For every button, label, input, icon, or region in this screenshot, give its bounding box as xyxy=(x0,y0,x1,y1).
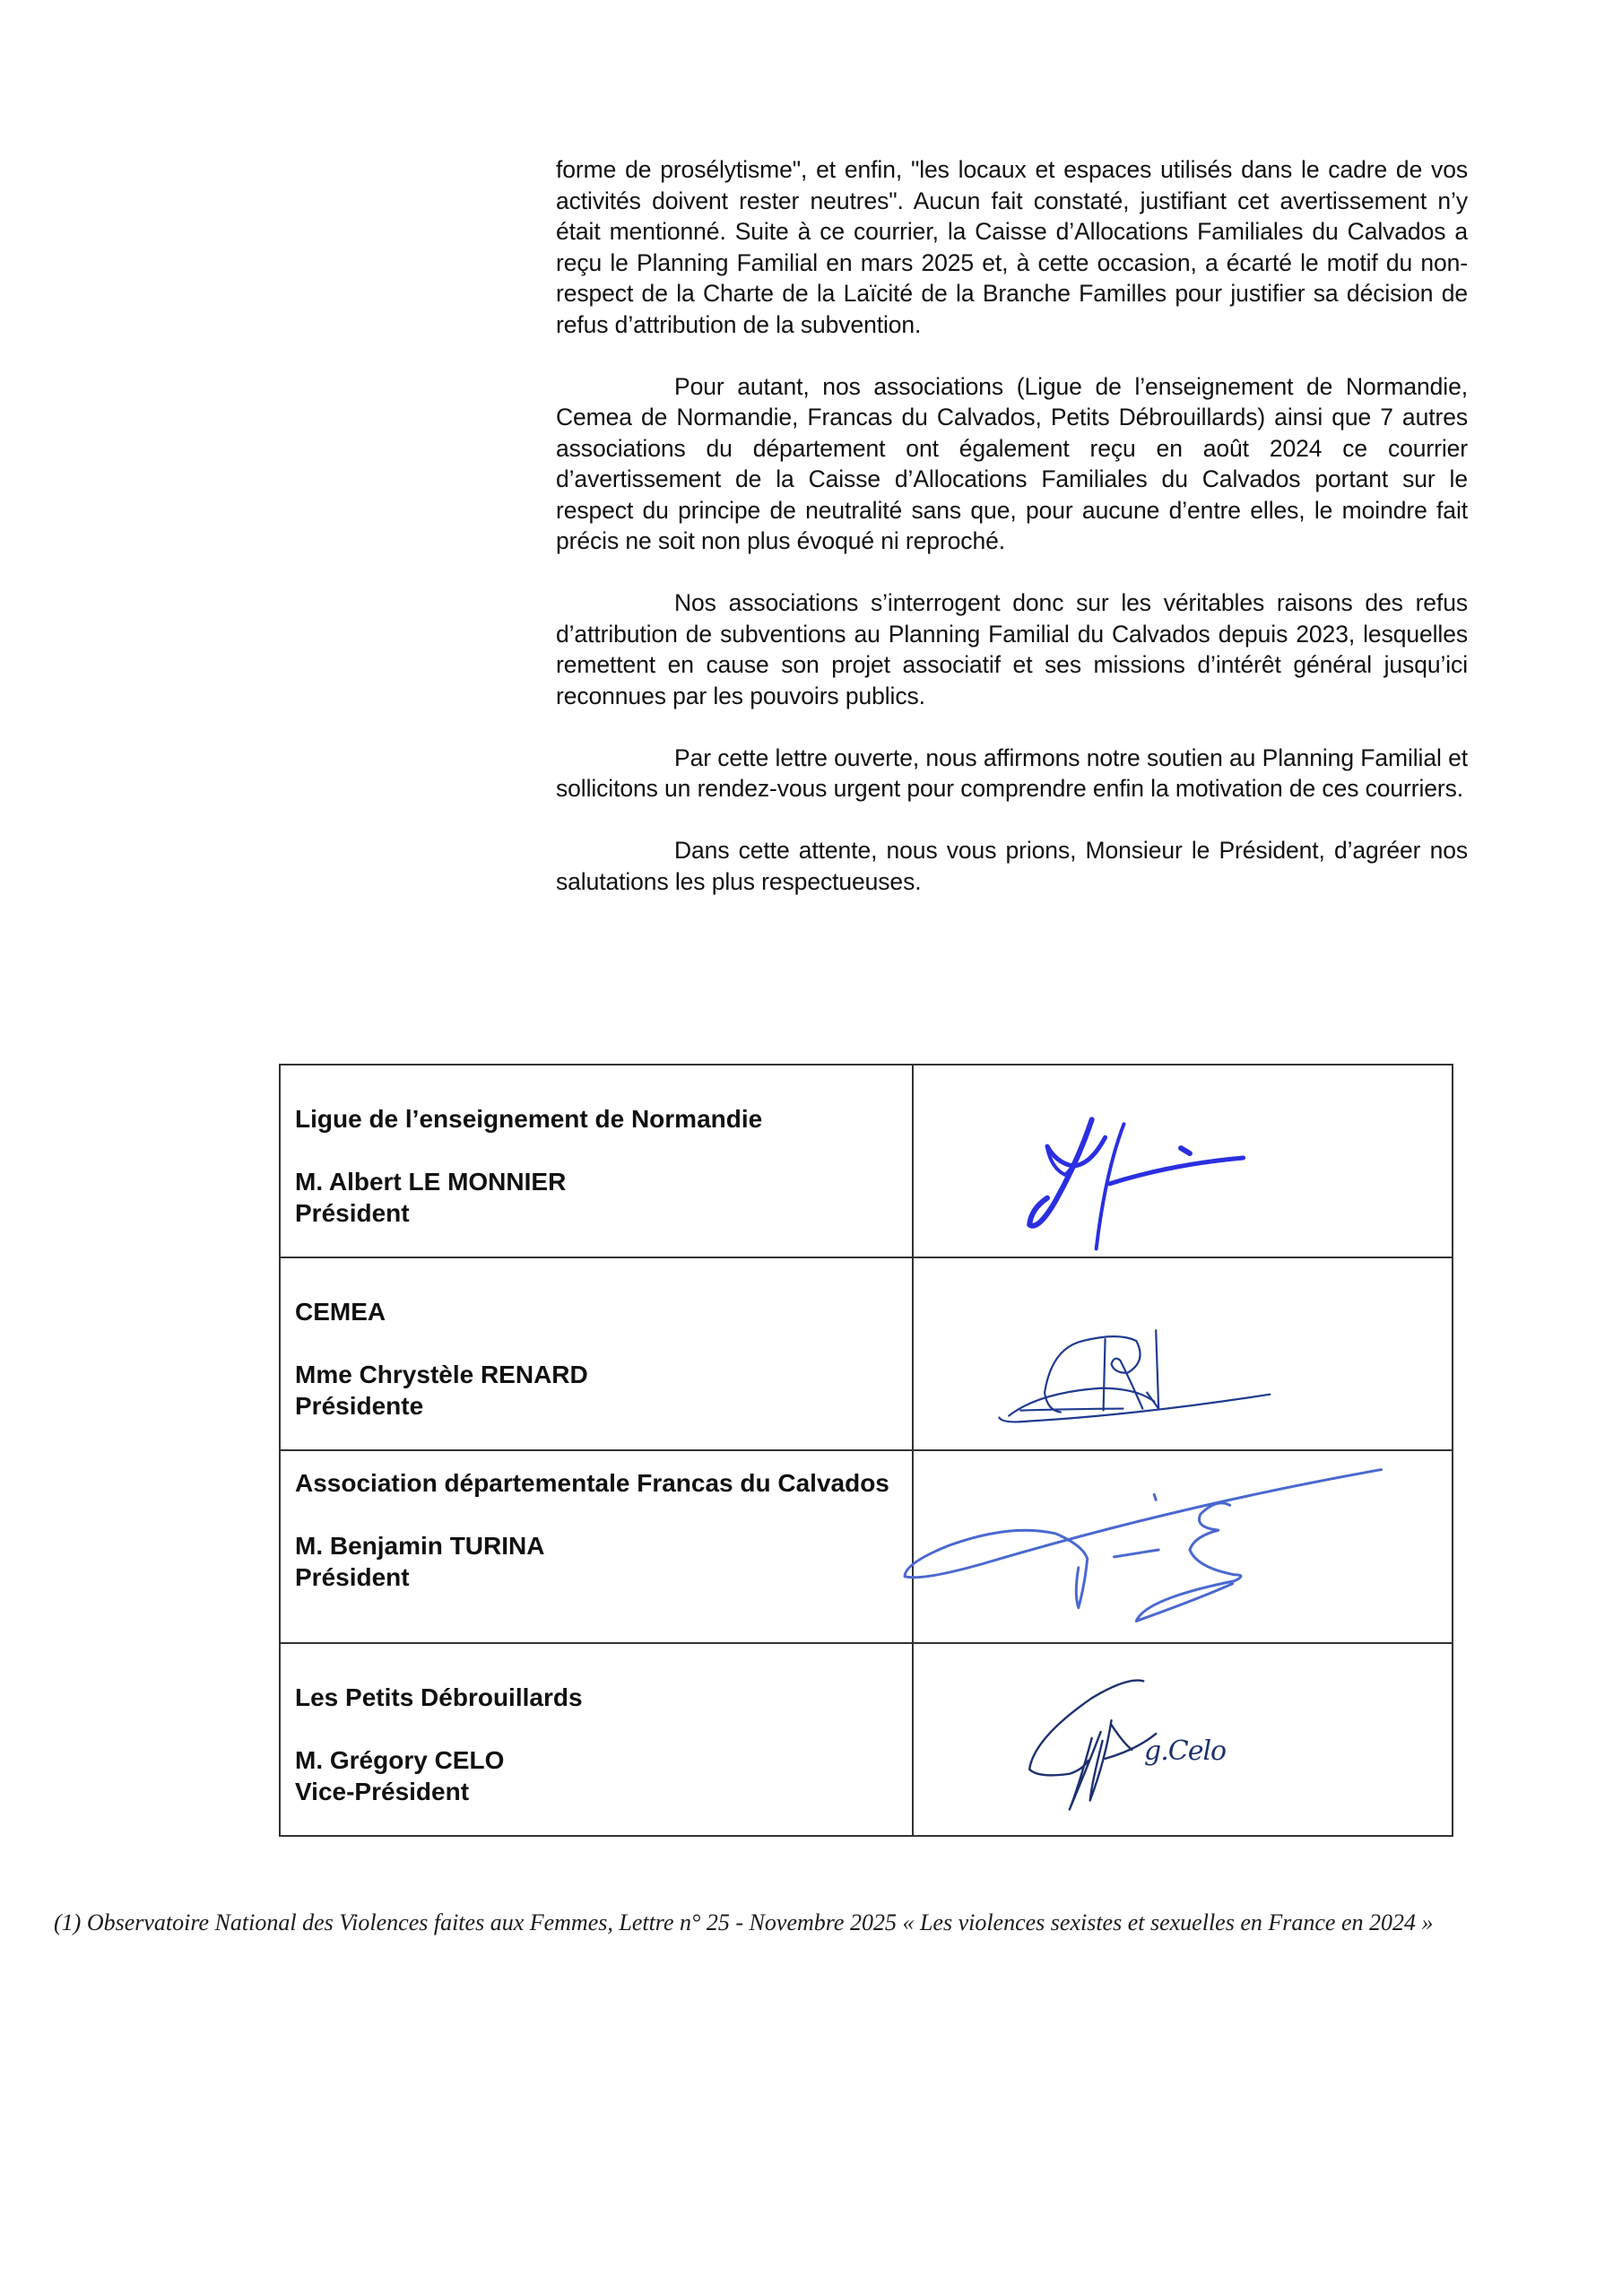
signature-cell xyxy=(913,1257,1453,1450)
signatory-row xyxy=(280,1257,1453,1450)
paragraph-closing: Dans cette attente, nous vous prions, Monsieur le Président, d’agréer nos salutations les plus respectueuses. xyxy=(556,837,1468,895)
footnote: (1) Observatoire National des Violences faites aux Femmes, Lettre n° 25 - Novembre 2025 « Les violences sexistes et sexuelles en France en 2024 » xyxy=(54,1909,1434,1935)
letter-body xyxy=(556,154,1468,928)
paragraph-continuation: forme de prosélytisme", et enfin, "les locaux et espaces utilisés dans le cadre de vos activités doivent rester neutres". Aucun fait constaté, justifiant cet avertissement n’y était mentionné. Suite à ce courrier, la Caisse d’Allocations Familiales du Calvados a reçu le Planning Familial en mars 2025 et, à cette occasion, a écarté le motif du non-respect de la Charte de la Laïcité de la Branche Familles pour justifier sa décision de refus d’attribution de la subvention. xyxy=(556,156,1468,338)
signatory-role: Président xyxy=(295,1199,410,1227)
signature-cell xyxy=(913,1643,1453,1836)
signatory-role: Présidente xyxy=(295,1392,424,1420)
signatory-info-cell xyxy=(280,1257,913,1450)
paragraph-open-letter: Par cette lettre ouverte, nous affirmons notre soutien au Planning Familial et sollicitons un rendez-vous urgent pour comprendre enfin la motivation de ces courriers. xyxy=(556,744,1468,802)
signatory-row xyxy=(280,1065,1453,1257)
paragraph-questions: Nos associations s’interrogent donc sur les véritables raisons des refus d’attribution de subventions au Planning Familial du Calvados depuis 2023, lesquelles remettent en cause son projet associatif et ses missions d’intérêt général jusqu’ici reconnues par les pouvoirs publics. xyxy=(556,589,1468,709)
signatory-info-cell xyxy=(280,1643,913,1836)
organization-name: Ligue de l’enseignement de Normandie xyxy=(295,1105,763,1133)
handwritten-signature-icon xyxy=(914,1258,1452,1449)
signatures-table xyxy=(279,1064,1453,1837)
signatory-name: M. Grégory CELO xyxy=(295,1746,505,1774)
signature-cell xyxy=(913,1450,1453,1643)
handwritten-signature-icon xyxy=(914,1451,1452,1642)
signatory-row xyxy=(280,1643,1453,1836)
signatory-row xyxy=(280,1450,1453,1643)
signatory-name: M. Albert LE MONNIER xyxy=(295,1168,567,1196)
organization-name: Association départementale Francas du Calvados xyxy=(295,1469,889,1497)
signatory-info-cell xyxy=(280,1450,913,1643)
signatory-name: Mme Chrystèle RENARD xyxy=(295,1361,588,1388)
signature-handwritten-text: g.Celo xyxy=(1144,1735,1227,1767)
signatory-name: M. Benjamin TURINA xyxy=(295,1532,545,1560)
organization-name: Les Petits Débrouillards xyxy=(295,1683,583,1711)
organization-name: CEMEA xyxy=(295,1298,386,1326)
paragraph-associations-warning: Pour autant, nos associations (Ligue de l’enseignement de Normandie, Cemea de Normandie, Francas du Calvados, Petits Débrouillards) ainsi que 7 autres associations du département ont également reçu en août 2024 ce courrier d’avertissement de la Caisse d’Allocations Familiales du Calvados portant sur le respect du principe de neutralité sans que, pour aucune d’entre elles, le moindre fait précis ne soit non plus évoqué ni reproché. xyxy=(556,372,1468,554)
signature-cell xyxy=(913,1065,1453,1257)
handwritten-signature-icon xyxy=(914,1065,1452,1257)
signatory-info-cell xyxy=(280,1065,913,1257)
signatory-role: Vice-Président xyxy=(295,1778,470,1805)
signatory-role: Président xyxy=(295,1563,410,1591)
